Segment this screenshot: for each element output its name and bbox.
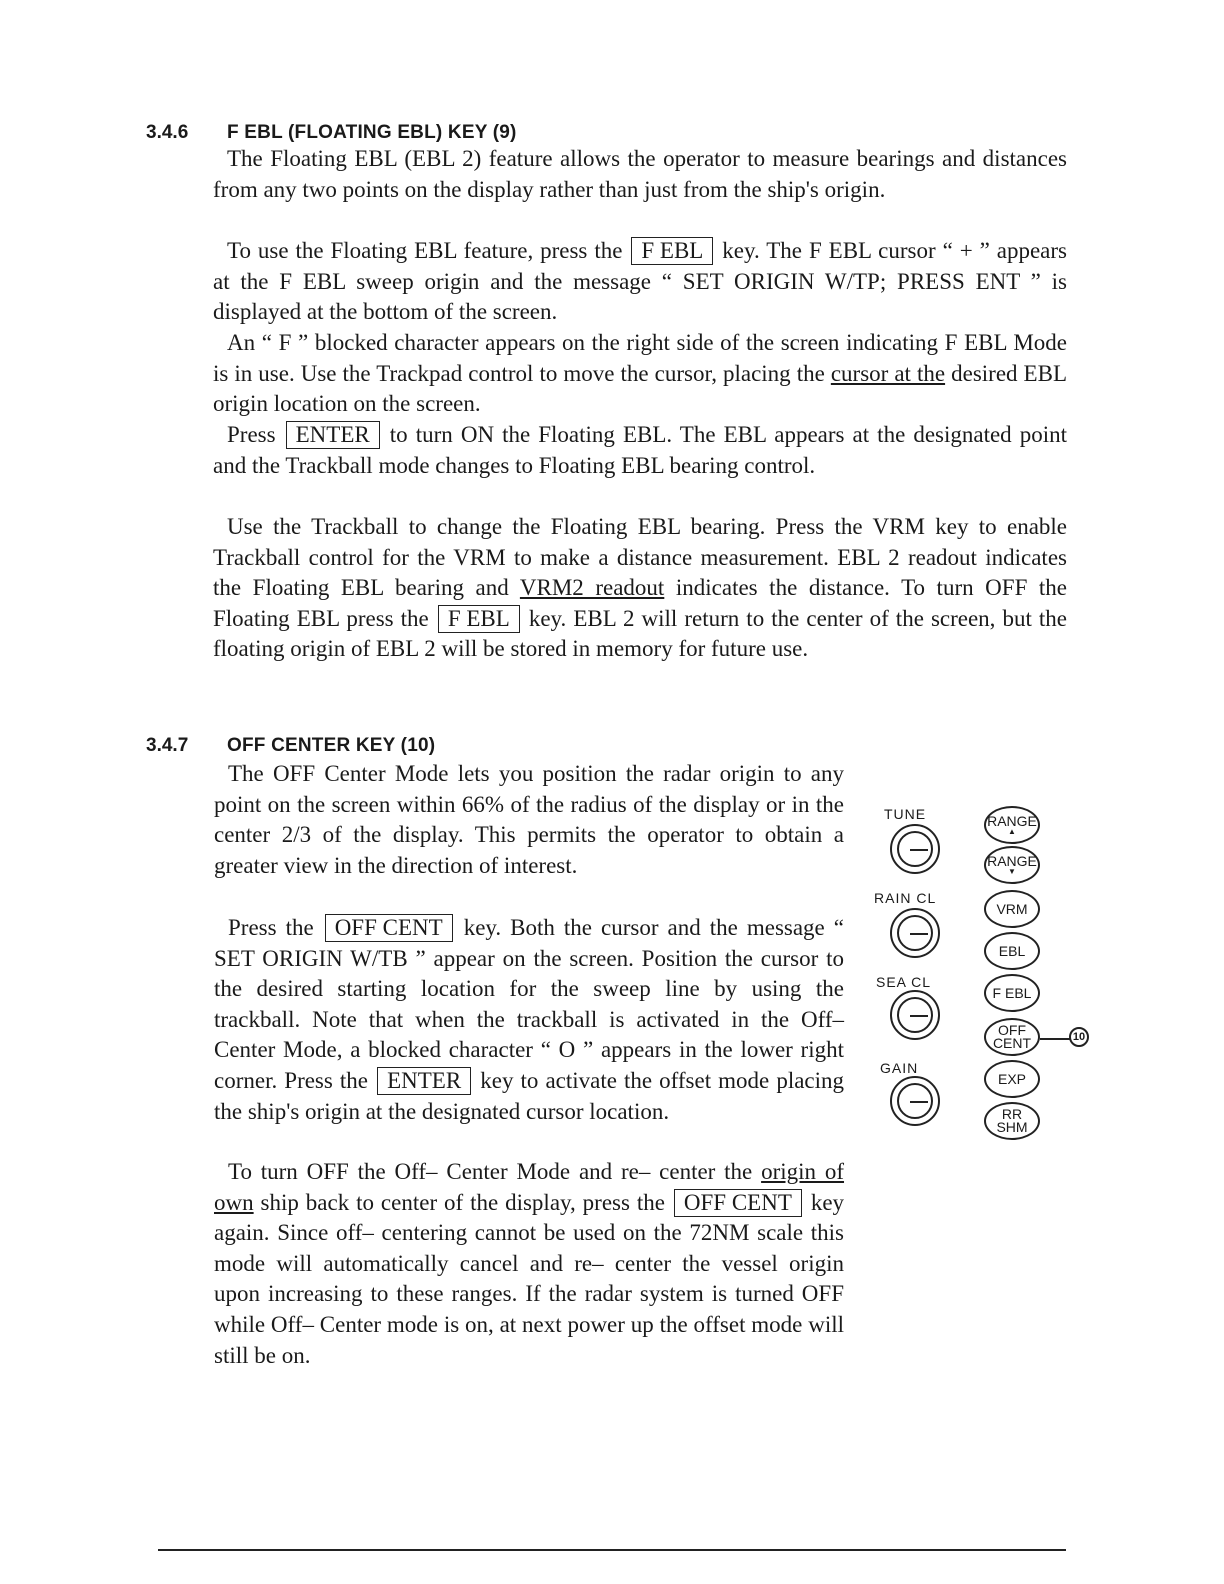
knob-label: RAIN CL [874,890,937,906]
paragraph: An “ F ” blocked character appears on the right side of the screen indicating F EBL Mode is in use. Use the Trackpad control to move the cursor, placing the cursor at the desired EBL origin location on the screen. [213,330,1067,417]
knob-label: SEA CL [876,974,932,990]
gain-knob-icon [890,1076,940,1126]
exp-key: EXP [984,1060,1040,1098]
knob-label: TUNE [884,806,927,822]
range-up-key: RANGE ▲ [984,806,1040,844]
footer-rule [158,1549,1066,1551]
section-number: 3.4.6 [146,122,189,143]
tune-knob-icon [890,824,940,874]
ebl-key: EBL [984,932,1040,970]
paragraph: Press ENTER to turn ON the Floating EBL. The EBL appears at the designated point and the Trackball mode changes to Floating EBL bearing control. [213,422,1068,478]
off-cent-key: OFF CENT [984,1018,1040,1056]
key-label-box: OFF CENT [325,914,453,942]
paragraph: To use the Floating EBL feature, press the F EBL key. The F EBL cursor “ + ” appears at the F EBL sweep origin and the message “ SET ORIGIN W/TP; PRESS ENT ” is displayed at the bottom of the screen. [213,238,1068,325]
paragraph: The OFF Center Mode lets you position the radar origin to any point on the screen within 66% of the radius of the display or in the center 2/3 of the display. This permits the operator to obtain a greater view in the direction of interest. [214,761,844,878]
section-title: F EBL (FLOATING EBL) KEY (9) [227,122,517,143]
section-title: OFF CENTER KEY (10) [227,735,436,756]
radar-control-panel-figure [868,798,1108,1158]
key-label-box: F EBL [631,237,713,265]
knob-label: GAIN [880,1060,919,1076]
range-down-key: RANGE ▼ [984,846,1040,884]
paragraph: Use the Trackball to change the Floating EBL bearing. Press the VRM key to enable Trackball control for the VRM to make a distance measurement. EBL 2 readout indicates the Floating EBL bearing and VRM2 readout indicates the distance. To turn OFF the Floating EBL press the F EBL key. EBL 2 will return to the center of the screen, but the floating origin of EBL 2 will be stored in memory for future use. [213,514,1068,662]
vrm-key: VRM [984,890,1040,928]
arrow-down-icon: ▼ [1008,866,1016,876]
arrow-up-icon: ▲ [1008,826,1016,836]
callout-leader-line [1040,1038,1070,1040]
rr-shm-key: RR SHM [984,1102,1040,1140]
paragraph: Press the OFF CENT key. Both the cursor and the message “ SET ORIGIN W/TB ” appear on the screen. Position the cursor to the desired starting location for the sweep line by using the trackball. Note that when the trackball is activated in the Off– Center Mode, a blocked character “ O ” appears in the lower right corner. Press the ENTER key to activate the offset mode placing the ship's origin at the designated cursor location. [214,915,845,1124]
f-ebl-key: F EBL [984,974,1040,1012]
key-label-box: ENTER [377,1067,471,1095]
section-number: 3.4.7 [146,735,189,756]
rain-clutter-knob-icon [890,908,940,958]
sea-clutter-knob-icon [890,990,940,1040]
callout-number: 10 [1069,1027,1089,1047]
key-label-box: F EBL [438,605,520,633]
paragraph: To turn OFF the Off– Center Mode and re– center the origin of own ship back to center of the display, press the OFF CENT key again. Since off– centering cannot be used on the 72NM scale this mode will automatically cancel and re– center the vessel origin upon increasing to these ranges. If the radar system is turned OFF while Off– Center mode is on, at next power up the offset mode will still be on. [214,1159,845,1368]
paragraph: The Floating EBL (EBL 2) feature allows the operator to measure bearings and distances from any two points on the display rather than just from the ship's origin. [213,146,1067,202]
key-label-box: OFF CENT [674,1189,802,1217]
key-label-box: ENTER [286,421,380,449]
